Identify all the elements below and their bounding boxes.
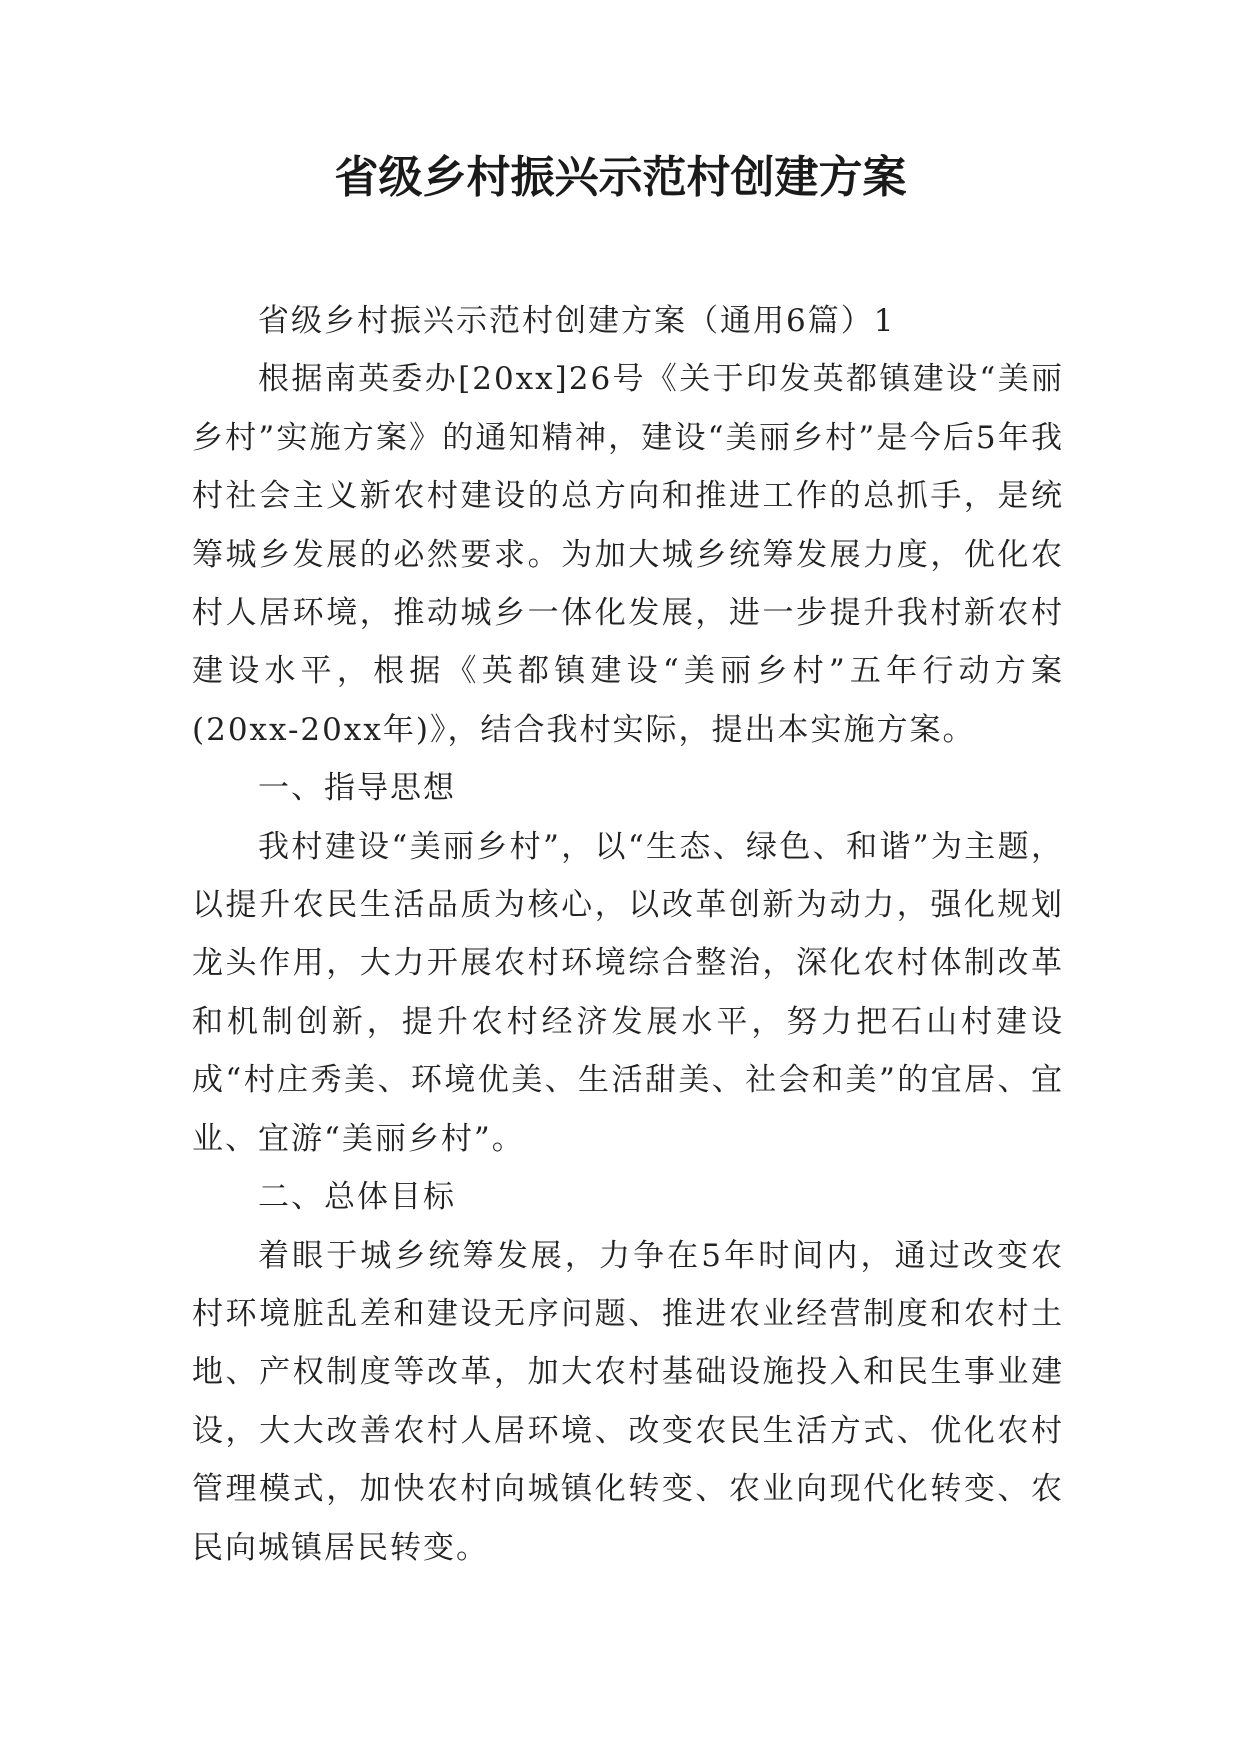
document-body: [192, 292, 1064, 1577]
paragraph-guiding-ideology: 我村建设“美丽乡村”，以“生态、绿色、和谐”为主题，以提升农民生活品质为核心，以改革创新为动力，强化规划龙头作用，大力开展农村环境综合整治，深化农村体制改革和机制创新，提升农村经济发展水平，努力把石山村建设成“村庄秀美、环境优美、生活甜美、社会和美”的宜居、宜业、宜游“美丽乡村”。: [192, 828, 1064, 1157]
paragraph-overall-goal: 着眼于城乡统筹发展，力争在5年时间内，通过改变农村环境脏乱差和建设无序问题、推进农业经营制度和农村土地、产权制度等改革，加大农村基础设施投入和民生事业建设，大大改善农村人居环境、改变农民生活方式、优化农村管理模式，加快农村向城镇化转变、农业向现代化转变、农民向城镇居民转变。: [192, 1237, 1064, 1566]
section-heading-overall-goal: 二、总体目标: [258, 1179, 456, 1216]
section-heading-guiding-ideology: 一、指导思想: [258, 770, 456, 807]
document-title: 省级乡村振兴示范村创建方案: [334, 152, 907, 203]
paragraph-subtitle: 省级乡村振兴示范村创建方案（通用6篇）1: [258, 303, 896, 339]
paragraph-intro: 根据南英委办[20xx]26号《关于印发英都镇建设“美丽乡村”实施方案》的通知精神，建设“美丽乡村”是今后5年我村社会主义新农村建设的总方向和推进工作的总抓手，是统筹城乡发展的必然要求。为加大城乡统筹发展力度，优化农村人居环境，推动城乡一体化发展，进一步提升我村新农村建设水平，根据《英都镇建设“美丽乡村”五年行动方案(20xx-20xx年)》，结合我村实际，提出本实施方案。: [192, 361, 1064, 748]
